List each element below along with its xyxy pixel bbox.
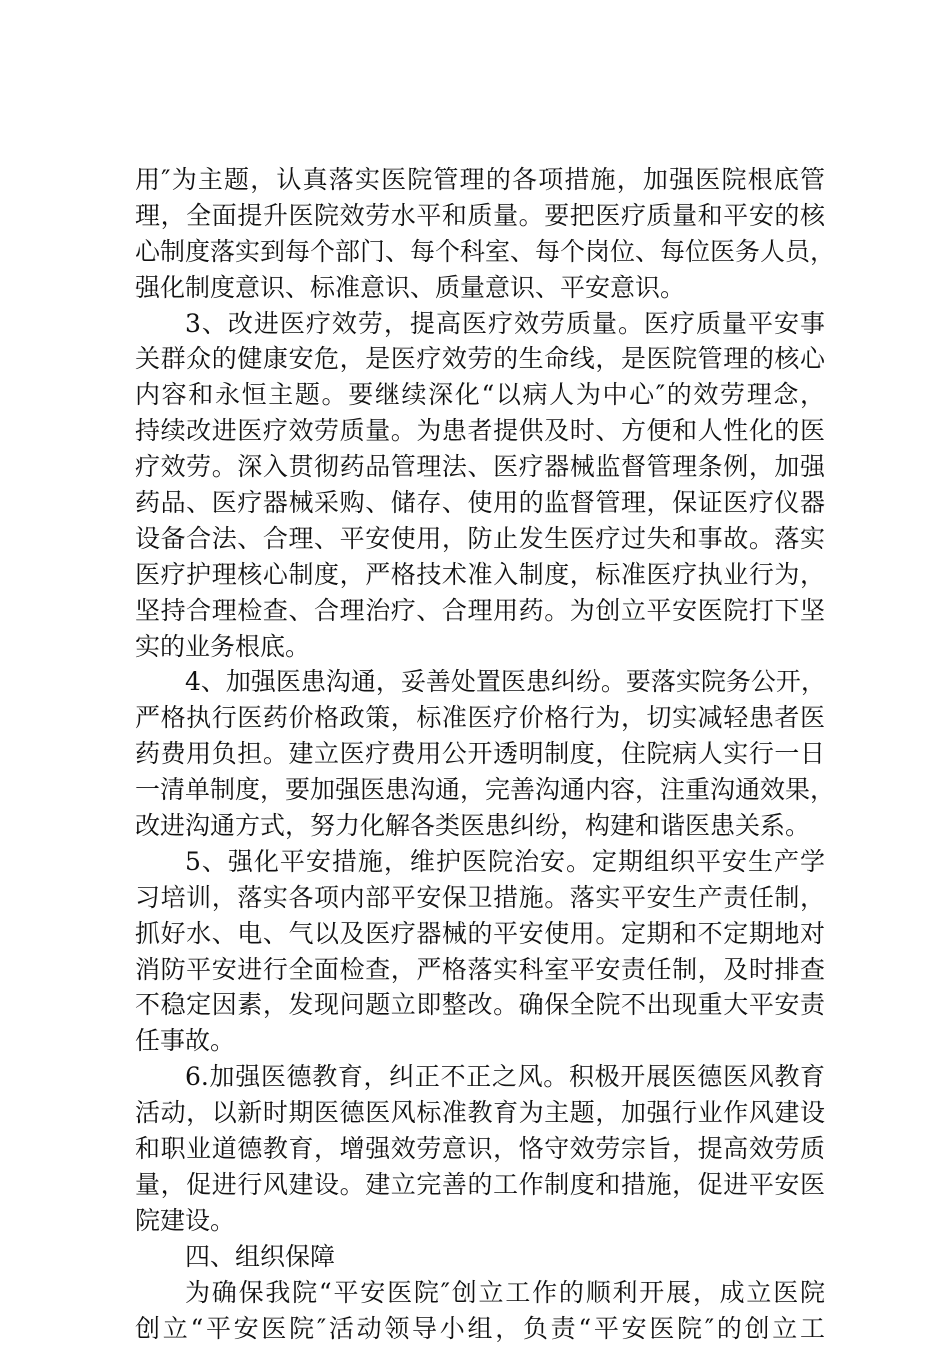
text-line: 活动，以新时期医德医风标准教育为主题，加强行业作风建设 xyxy=(135,1095,825,1131)
text-line: 消防平安进行全面检查，严格落实科室平安责任制，及时排查 xyxy=(135,952,825,988)
text-line: 严格执行医药价格政策，标准医疗价格行为，切实减轻患者医 xyxy=(135,700,825,736)
text-line: 实的业务根底。 xyxy=(135,629,825,665)
text-line: 创立“平安医院″活动领导小组，负责“平安医院″的创立工 xyxy=(135,1311,825,1346)
text-line: 内容和永恒主题。要继续深化“以病人为中心″的效劳理念， xyxy=(135,377,825,413)
text-line: 习培训，落实各项内部平安保卫措施。落实平安生产责任制， xyxy=(135,880,825,916)
text-line: 和职业道德教育，增强效劳意识，恪守效劳宗旨，提高效劳质 xyxy=(135,1131,825,1167)
text-line: 坚持合理检查、合理治疗、合理用药。为创立平安医院打下坚 xyxy=(135,593,825,629)
text-line: 心制度落实到每个部门、每个科室、每个岗位、每位医务人员， xyxy=(135,234,825,270)
body-text xyxy=(135,162,825,1346)
paragraph-heading-3: 3、改进医疗效劳，提高医疗效劳质量。医疗质量平安事 xyxy=(135,306,825,342)
text-line: 医疗护理核心制度，严格技术准入制度，标准医疗执业行为， xyxy=(135,557,825,593)
text-line: 一清单制度，要加强医患沟通，完善沟通内容，注重沟通效果， xyxy=(135,772,825,808)
paragraph-heading-5: 5、强化平安措施，维护医院治安。定期组织平安生产学 xyxy=(135,844,825,880)
paragraph-heading-6: 6.加强医德教育，纠正不正之风。积极开展医德医风教育 xyxy=(135,1059,825,1095)
text-line: 疗效劳。深入贯彻药品管理法、医疗器械监督管理条例，加强 xyxy=(135,449,825,485)
text-line: 为确保我院“平安医院″创立工作的顺利开展，成立医院 xyxy=(135,1275,825,1311)
text-line: 设备合法、合理、平安使用，防止发生医疗过失和事故。落实 xyxy=(135,521,825,557)
section-heading: 四、组织保障 xyxy=(135,1239,825,1275)
text-line: 持续改进医疗效劳质量。为患者提供及时、方便和人性化的医 xyxy=(135,413,825,449)
text-line: 关群众的健康安危，是医疗效劳的生命线，是医院管理的核心 xyxy=(135,341,825,377)
text-line: 用″为主题，认真落实医院管理的各项措施，加强医院根底管 xyxy=(135,162,825,198)
paragraph-heading-4: 4、加强医患沟通，妥善处置医患纠纷。要落实院务公开， xyxy=(135,664,825,700)
text-line: 量，促进行风建设。建立完善的工作制度和措施，促进平安医 xyxy=(135,1167,825,1203)
text-line: 药品、医疗器械采购、储存、使用的监督管理，保证医疗仪器 xyxy=(135,485,825,521)
text-line: 任事故。 xyxy=(135,1023,825,1059)
text-line: 强化制度意识、标准意识、质量意识、平安意识。 xyxy=(135,270,825,306)
text-line: 院建设。 xyxy=(135,1203,825,1239)
text-line: 不稳定因素，发现问题立即整改。确保全院不出现重大平安责 xyxy=(135,987,825,1023)
text-line: 抓好水、电、气以及医疗器械的平安使用。定期和不定期地对 xyxy=(135,916,825,952)
text-line: 理，全面提升医院效劳水平和质量。要把医疗质量和平安的核 xyxy=(135,198,825,234)
text-line: 改进沟通方式，努力化解各类医患纠纷，构建和谐医患关系。 xyxy=(135,808,825,844)
text-line: 药费用负担。建立医疗费用公开透明制度，住院病人实行一日 xyxy=(135,736,825,772)
